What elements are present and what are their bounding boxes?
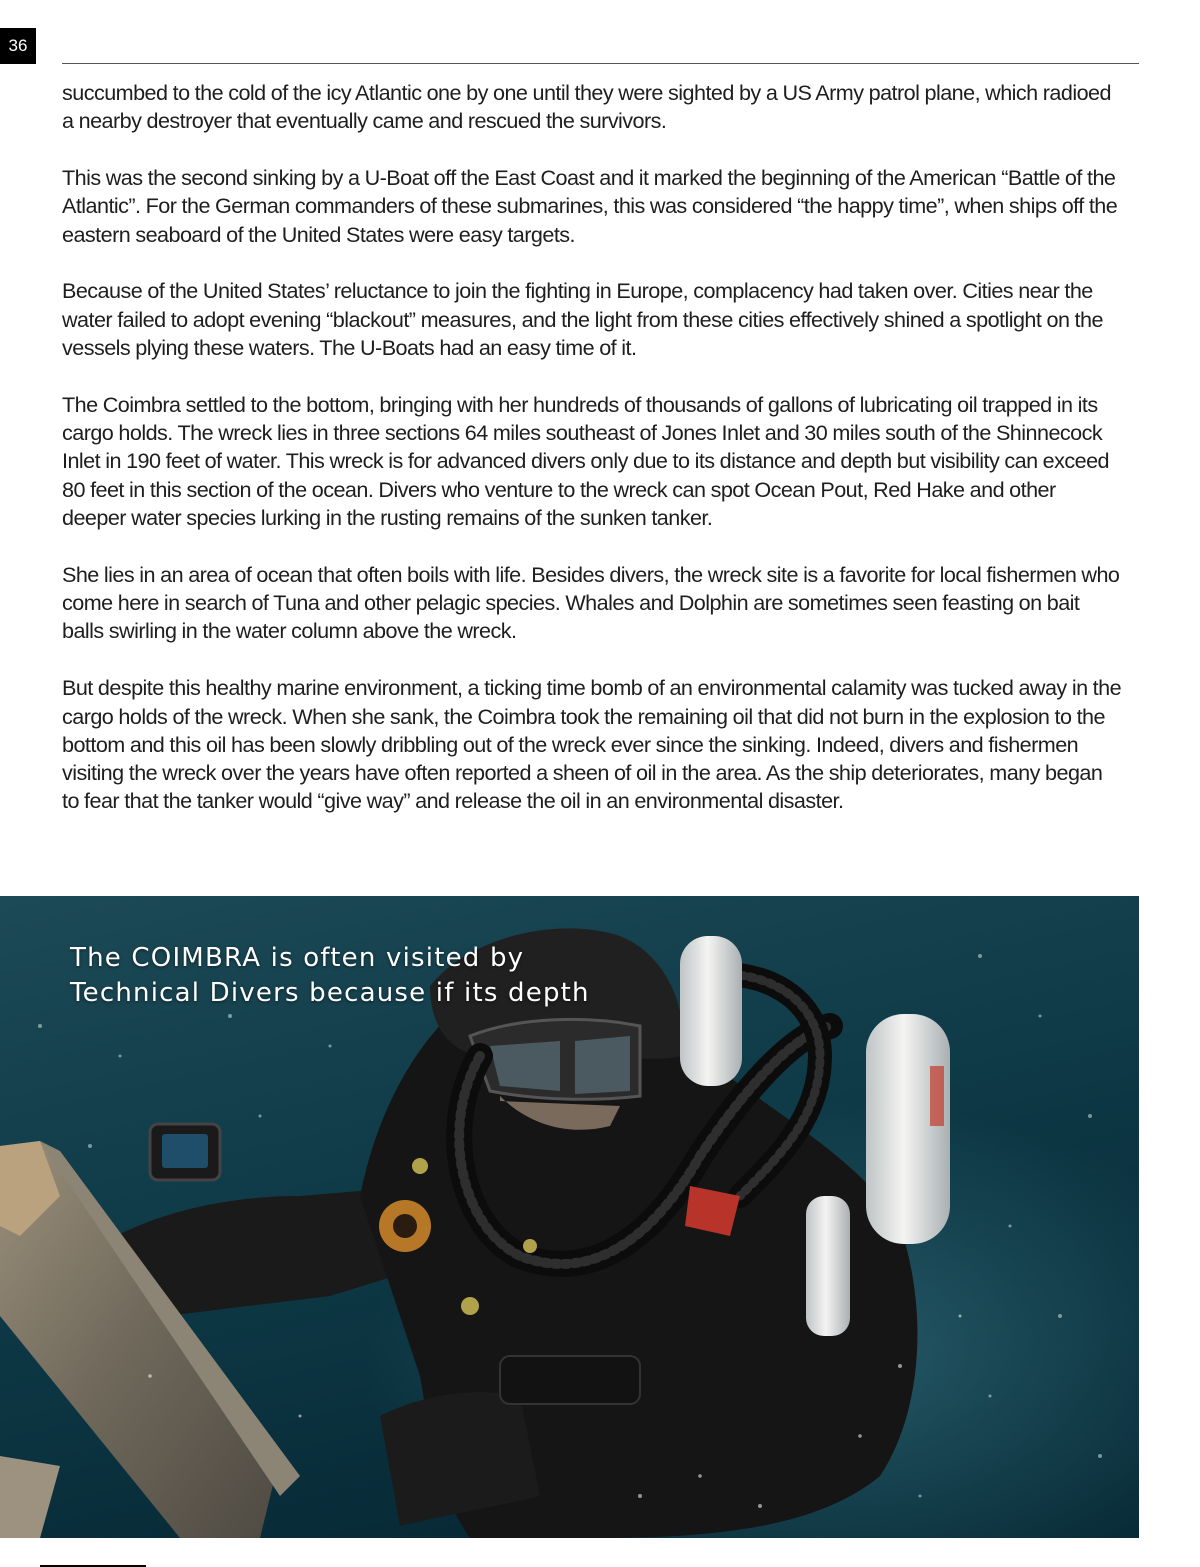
header-divider xyxy=(62,63,1139,64)
article-paragraph: This was the second sinking by a U-Boat off the East Coast and it marked the beginning of the American “Battle of the Atlantic”. For the German commanders of these submarines, this was considered “the happy time”, when ships off the eastern seaboard of the United States were easy targets. xyxy=(62,165,1118,247)
photo-caption xyxy=(70,941,630,1011)
article-paragraph: Because of the United States’ reluctance to join the fighting in Europe, complacency had taken over. Cities near the water failed to adopt evening “blackout” measures, and the light from these cities effectively shined a spotlight on the vessels plying these waters. The U-Boats had an easy time of it. xyxy=(62,278,1103,361)
article-paragraph: But despite this healthy marine environment, a ticking time bomb of an environmental calamity was tucked away in the cargo holds of the wreck. When she sank, the Coimbra took the remaining oil that did not burn in the explosion to the bottom and this oil has been slowly dribbling out of the wreck ever since the sinking. Indeed, divers and fishermen visiting the wreck over the years have often reported a sheen of oil in the area. As the ship deteriorates, many began to fear that the tanker would “give way” and release the oil in an environmental disaster. xyxy=(62,675,1122,814)
article-paragraph: The Coimbra settled to the bottom, bringing with her hundreds of thousands of gallons of lubricating oil trapped in its cargo holds. The wreck lies in three sections 64 miles southeast of Jones Inlet and 30 miles south of the Shinnecock Inlet in 190 feet of water. This wreck is for advanced divers only due to its distance and depth but visibility can exceed 80 feet in this section of the ocean. Divers who venture to the wreck can spot Ocean Pout, Red Hake and other deeper water species lurking in the rusting remains of the sunken tanker. xyxy=(62,391,1110,531)
article-body xyxy=(62,79,1122,844)
article-paragraph: succumbed to the cold of the icy Atlantic one by one until they were sighted by a US Army patrol plane, which radioed a nearby destroyer that eventually came and rescued the survivors. xyxy=(62,80,1111,134)
photo-caption-line: The COIMBRA is often visited by xyxy=(70,943,525,973)
page-number: 36 xyxy=(0,28,36,64)
article-paragraph: She lies in an area of ocean that often boils with life. Besides divers, the wreck site is a favorite for local fishermen who come here in search of Tuna and other pelagic species. Whales and Dolphin are sometimes seen feasting on bait balls swirling in the water column above the wreck. xyxy=(62,561,1120,644)
photo-caption-line: Technical Divers because if its depth xyxy=(70,978,590,1008)
